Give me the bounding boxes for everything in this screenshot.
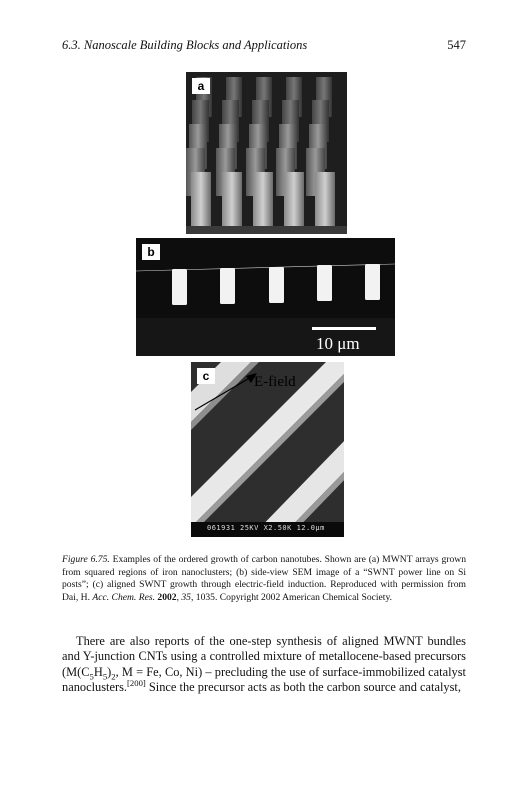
caption-volume: 35 [181, 591, 191, 603]
caption-text-3: , [176, 591, 182, 603]
figure-label: Figure 6.75. [62, 554, 110, 565]
body-seg-2: H [93, 664, 103, 679]
e-field-label: E-field [254, 374, 296, 390]
caption-journal: Acc. Chem. Res. [92, 591, 155, 603]
running-title: 6.3. Nanoscale Building Blocks and Applications [62, 38, 308, 52]
reference-marker[interactable]: [200] [127, 678, 146, 689]
sem-info-bar: 061931 25KV X2.50K 12.0µm [207, 524, 325, 532]
figure-caption [62, 554, 466, 604]
running-header [62, 38, 466, 56]
caption-year: 2002 [157, 591, 177, 603]
body-seg-4: , M = Fe, Co, Ni) – precluding the use of surface-immobilized catalyst nanoclusters. [62, 664, 466, 695]
body-paragraph [62, 634, 466, 696]
body-sub-1: 5 [89, 671, 94, 682]
body-seg-5: Since the precursor acts as both the carbon source and catalyst, [145, 680, 461, 695]
panel-label-b: b [142, 244, 160, 260]
body-sub-2: 5 [102, 671, 108, 682]
body-sub-3: 2 [111, 671, 116, 682]
panel-label-c: c [197, 368, 215, 384]
caption-text-4: , 1035. Copyright 2002 American Chemical Society. [190, 591, 393, 603]
page-number: 547 [447, 38, 466, 52]
caption-text-1: Examples of the ordered growth of carbon nanotubes. Shown are (a) MWNT arrays grown from squared regions of iron nanoclusters; (b) side-view SEM image of a “SWNT power line on Si posts”; (c) aligned SWNT growth through electric-field induction. Reproduced with permission from Dai, H. [62, 554, 467, 603]
panel-label-a: a [192, 78, 210, 94]
paragraph [62, 634, 466, 696]
body-seg-3: ) [107, 664, 112, 679]
figure-panel-a [186, 72, 347, 234]
scale-bar-label: 10 μm [316, 334, 360, 353]
body-seg-1: There are also reports of the one-step synthesis of aligned MWNT bundles and Y-junction CNTs using a controlled mixture of metallocene-based precursors (M(C [62, 634, 466, 679]
mwnt-array-image [186, 72, 347, 234]
scale-bar [312, 327, 376, 330]
